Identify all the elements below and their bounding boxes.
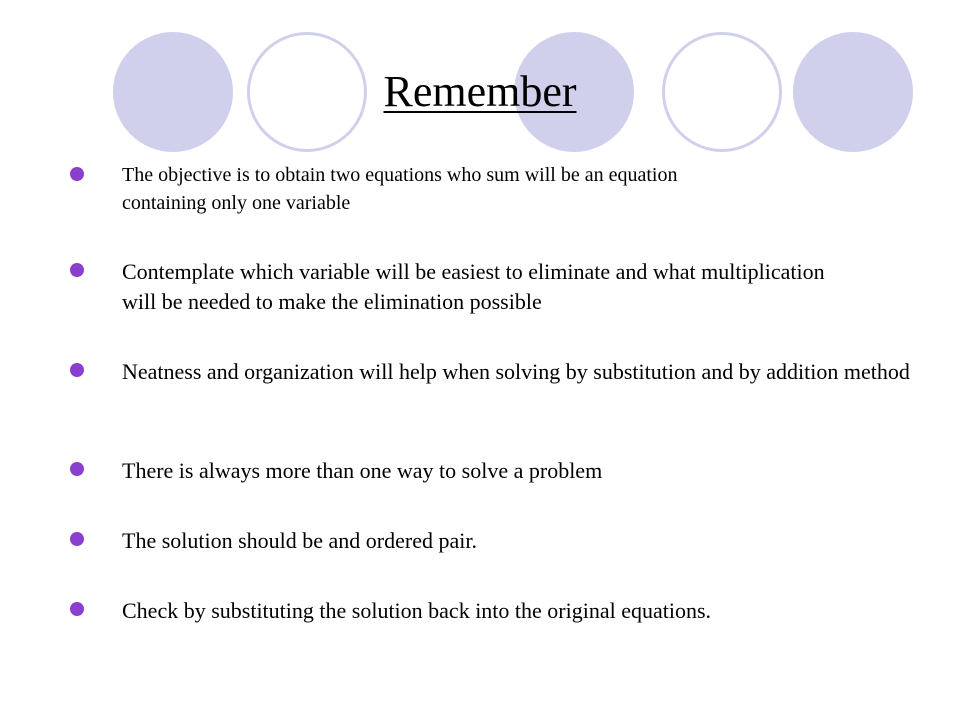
bullet-text: The solution should be and ordered pair.: [122, 528, 477, 553]
bullet-text: Neatness and organization will help when solving by substitution and by addition method: [122, 359, 910, 384]
bullet-text: The objective is to obtain two equations who sum will be an equation containing only one variable: [122, 164, 678, 214]
bullet-dot-icon: [70, 363, 84, 377]
slide-title-text: Remember: [383, 67, 577, 116]
bullet-text: There is always more than one way to solve a problem: [122, 458, 603, 483]
bullet-text: Contemplate which variable will be easiest to eliminate and what multiplication will be needed to make the elimination possible: [122, 259, 825, 314]
bullet-dot-icon: [70, 602, 84, 616]
bullet-dot-icon: [70, 532, 84, 546]
bullet-dot-icon: [70, 462, 84, 476]
bullet-text: Check by substituting the solution back into the original equations.: [122, 598, 712, 623]
slide-title: [0, 64, 960, 120]
bullet-dot-icon: [70, 263, 84, 277]
bullet-dot-icon: [70, 167, 84, 181]
